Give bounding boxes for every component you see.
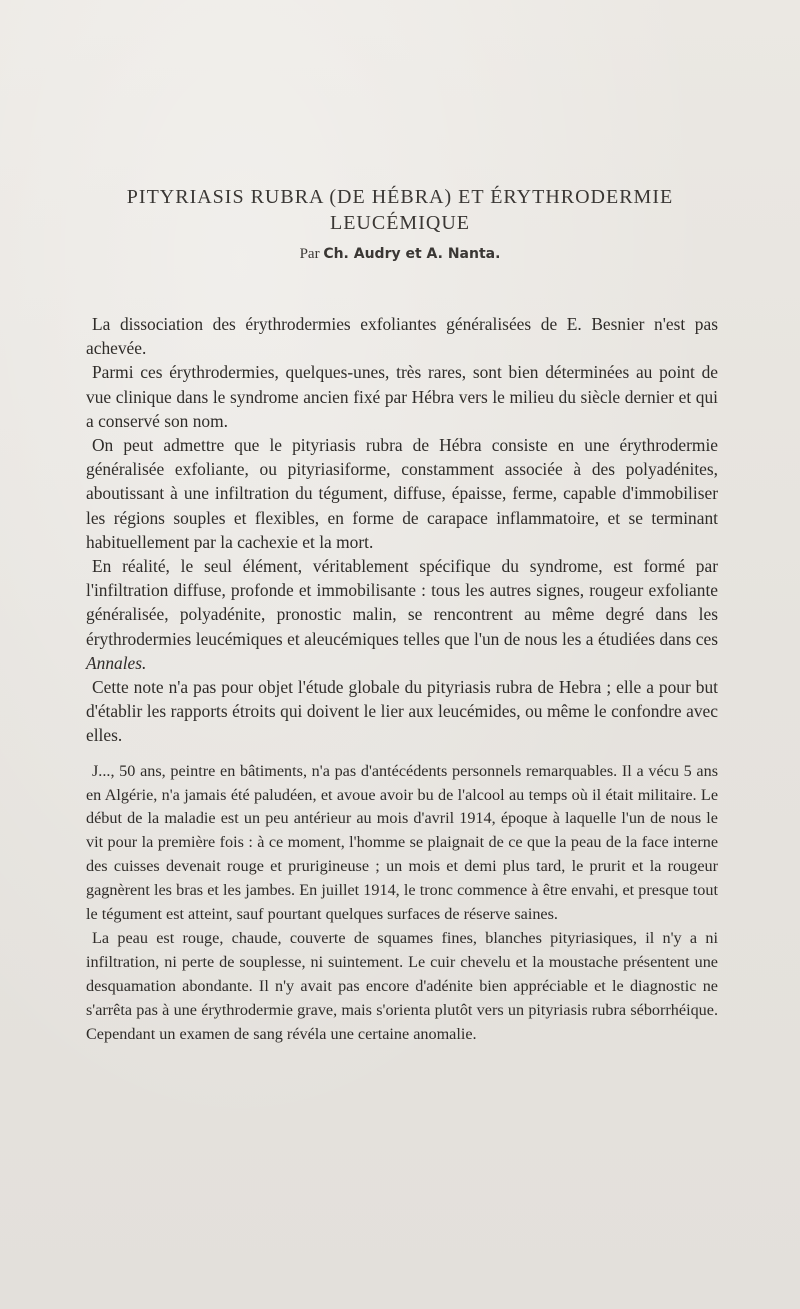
article-title — [0, 184, 800, 236]
title-line-1: PITYRIASIS RUBRA (DE HÉBRA) ET ÉRYTHRODERMIE — [126, 186, 674, 208]
case-report — [86, 760, 718, 1047]
byline — [0, 246, 800, 263]
title-line-2: LEUCÉMIQUE — [330, 212, 470, 234]
paragraph-case-exam: La peau est rouge, chaude, couverte de squames fines, blanches pityriasiques, il n'y a ni infiltration, ni perte de souplesse, ni suintement. Le cuir chevelu et la moustache présentent une desquamation abondante. Il n'y avait pas encore d'adénite bien appréciable et le diagnostic ne s'arrêta pas à une érythrodermie grave, mais s'orienta plutôt vers un pityriasis rubra séborrhéique. Cependant un examen de sang révéla une certaine anomalie. — [86, 929, 718, 1043]
paragraph-intro: La dissociation des érythrodermies exfoliantes généralisées de E. Besnier n'est pas achevée. — [86, 314, 718, 359]
byline-authors: Ch. Audry et A. Nanta. — [323, 246, 501, 262]
section-gap — [86, 748, 718, 760]
paragraph-case-history: J..., 50 ans, peintre en bâtiments, n'a pas d'antécédents personnels remarquables. Il a vécu 5 ans en Algérie, n'a jamais été paludéen, et avoue avoir bu de l'alcool au temps où il était militaire. Le début de la maladie est un peu antérieur au mois d'avril 1914, époque à laquelle l'un de nous le vit pour la première fois : à ce moment, l'homme se plaignait de ce que la peau de la face interne des cuisses devenait rouge et prurigineuse ; un mois et demi plus tard, le prurit et la rougeur gagnèrent les bras et les jambes. En juillet 1914, le tronc commence à être envahi, et presque tout le tégument est atteint, sauf pourtant quelques surfaces de réserve saines. — [86, 761, 718, 924]
article-body — [86, 312, 718, 1047]
byline-prefix: Par — [299, 246, 320, 262]
paragraph-hebra: Parmi ces érythrodermies, quelques-unes, très rares, sont bien déterminées au point de vue clinique dans le syndrome ancien fixé par Hébra vers le milieu du siècle dernier et qui a conservé son nom. — [86, 362, 718, 431]
paragraph-reality — [86, 554, 718, 675]
paragraph-reality-text: En réalité, le seul élément, véritablement spécifique du syndrome, est formé par l'infiltration diffuse, profonde et immobilisante : tous les autres signes, rougeur exfoliante généralisée, polyadénite, pronostic malin, se rencontrent au même degré dans les érythrodermies leucémiques et aleucémiques telles que l'un de nous les a étudiées dans ces — [86, 556, 718, 649]
paragraph-definition: On peut admettre que le pityriasis rubra de Hébra consiste en une érythrodermie généralisée exfoliante, ou pityriasiforme, constamment associée à des polyadénites, aboutissant à une infiltration du tégument, diffuse, épaisse, ferme, capable d'immobiliser les régions souples et flexibles, en forme de carapace inflammatoire, et se terminant habituellement par la cachexie et la mort. — [86, 435, 718, 552]
annales-word: Annales. — [86, 652, 147, 673]
paragraph-purpose: Cette note n'a pas pour objet l'étude globale du pityriasis rubra de Hebra ; elle a pour but d'établir les rapports étroits qui doivent le lier aux leucémides, ou même le confondre avec elles. — [86, 677, 718, 746]
